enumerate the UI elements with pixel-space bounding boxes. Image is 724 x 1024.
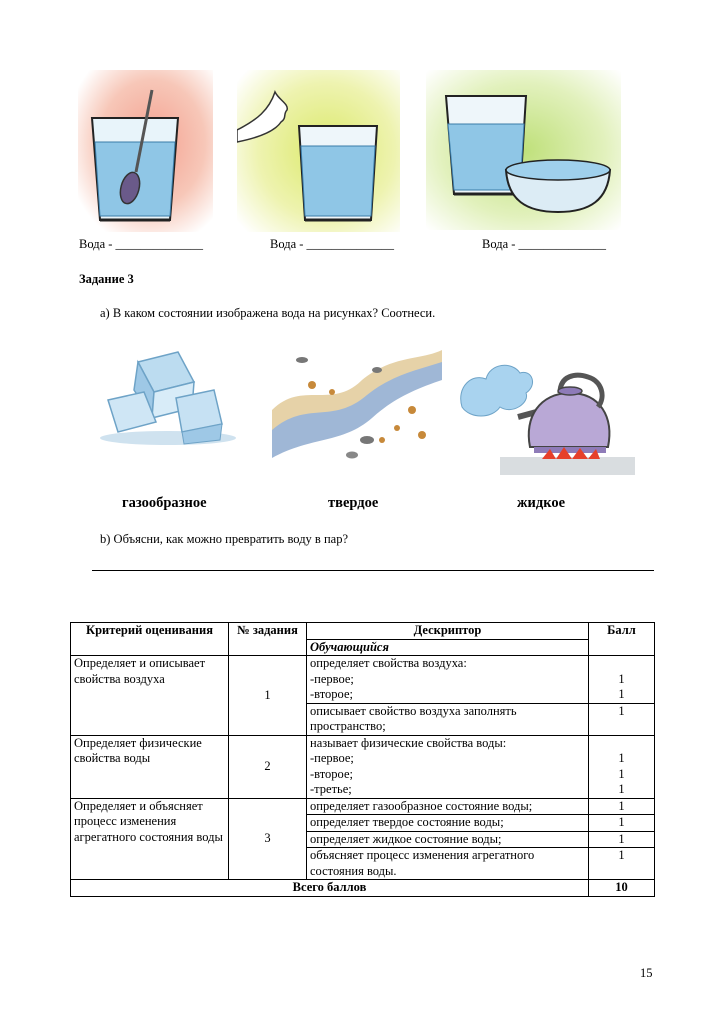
descriptor-line: -второе; [310,766,353,781]
header-criterion: Критерий оценивания [71,623,229,656]
score-cell: 1 [589,815,655,832]
score-line: 1 [618,703,625,718]
descriptor-line: -первое; [310,751,354,765]
descriptor-cell [307,656,589,704]
task-item-a: a) В каком состоянии изображена вода на рисунках? Соотнеси. [100,306,436,320]
table-row [71,656,655,704]
water-caption-2: Вода - ______________ [270,237,395,251]
descriptor-line: описывает свойство воздуха заполнять [310,703,517,718]
total-value: 10 [589,880,655,897]
header-task-number: № задания [229,623,307,656]
score-cell [589,735,655,798]
descriptor-line: -второе; [310,687,353,701]
state-label-2: твердое [328,495,379,511]
descriptor-line: состояния воды. [310,863,397,878]
descriptor-cell [307,735,589,798]
water-caption-1: Вода - ______________ [79,237,204,251]
criterion-cell: Определяет и описывает свойства воздуха [71,656,229,736]
header-learner: Обучающийся [307,639,589,656]
table-header-row [71,623,655,640]
descriptor-line: -третье; [310,782,352,796]
glass-and-bowl-picture [426,70,621,230]
score-cell: 1 [589,798,655,815]
descriptor-line: -первое; [310,671,354,686]
total-label: Всего баллов [71,880,589,897]
state-label-1: газообразное [122,495,207,511]
header-descriptor: Дескриптор [307,623,589,640]
score-line: 1 [618,751,625,765]
task-number-cell: 2 [229,735,307,798]
state-label-3: жидкое [517,495,566,511]
descriptor-line: пространство; [310,719,386,733]
descriptor-line: называет физические свойства воды: [310,735,507,750]
page-number: 15 [640,966,653,980]
score-line [592,736,651,752]
criterion-cell: Определяет физические свойства воды [71,735,229,798]
glass-breath-picture [237,70,400,232]
score-cell: 1 [589,831,655,848]
table-row [71,798,655,815]
descriptor-cell: определяет твердое состояние воды; [307,815,589,832]
score-line: 1 [618,782,625,796]
score-cell [589,703,655,735]
task-item-b: b) Объясни, как можно превратить воду в пар? [100,532,348,546]
criterion-cell: Определяет и объясняет процесс изменения агрегатного состояния воды [71,798,229,880]
assessment-rubric-table [70,622,655,897]
kettle-on-stove-picture [460,337,635,475]
glass-with-spoon-picture [78,70,213,232]
header-score: Балл [589,623,655,656]
answer-line [92,570,654,571]
score-cell [589,656,655,704]
descriptor-cell: определяет газообразное состояние воды; [307,798,589,815]
score-line: 1 [618,687,625,701]
total-row [71,880,655,897]
ice-cubes-picture [98,340,238,450]
score-line: 1 [618,671,625,686]
score-line [592,656,651,672]
descriptor-line: объясняет процесс изменения агрегатного [310,848,535,862]
score-cell: 1 [589,848,655,880]
task-number-cell: 3 [229,798,307,880]
water-caption-3: Вода - ______________ [482,237,607,251]
river-picture [272,340,442,465]
table-row [71,735,655,798]
task-number-cell: 1 [229,656,307,736]
descriptor-cell [307,703,589,735]
score-line: 1 [618,766,625,781]
descriptor-line: определяет свойства воздуха: [310,656,467,670]
descriptor-cell [307,848,589,880]
descriptor-cell: определяет жидкое состояние воды; [307,831,589,848]
task-title: Задание 3 [79,272,134,286]
